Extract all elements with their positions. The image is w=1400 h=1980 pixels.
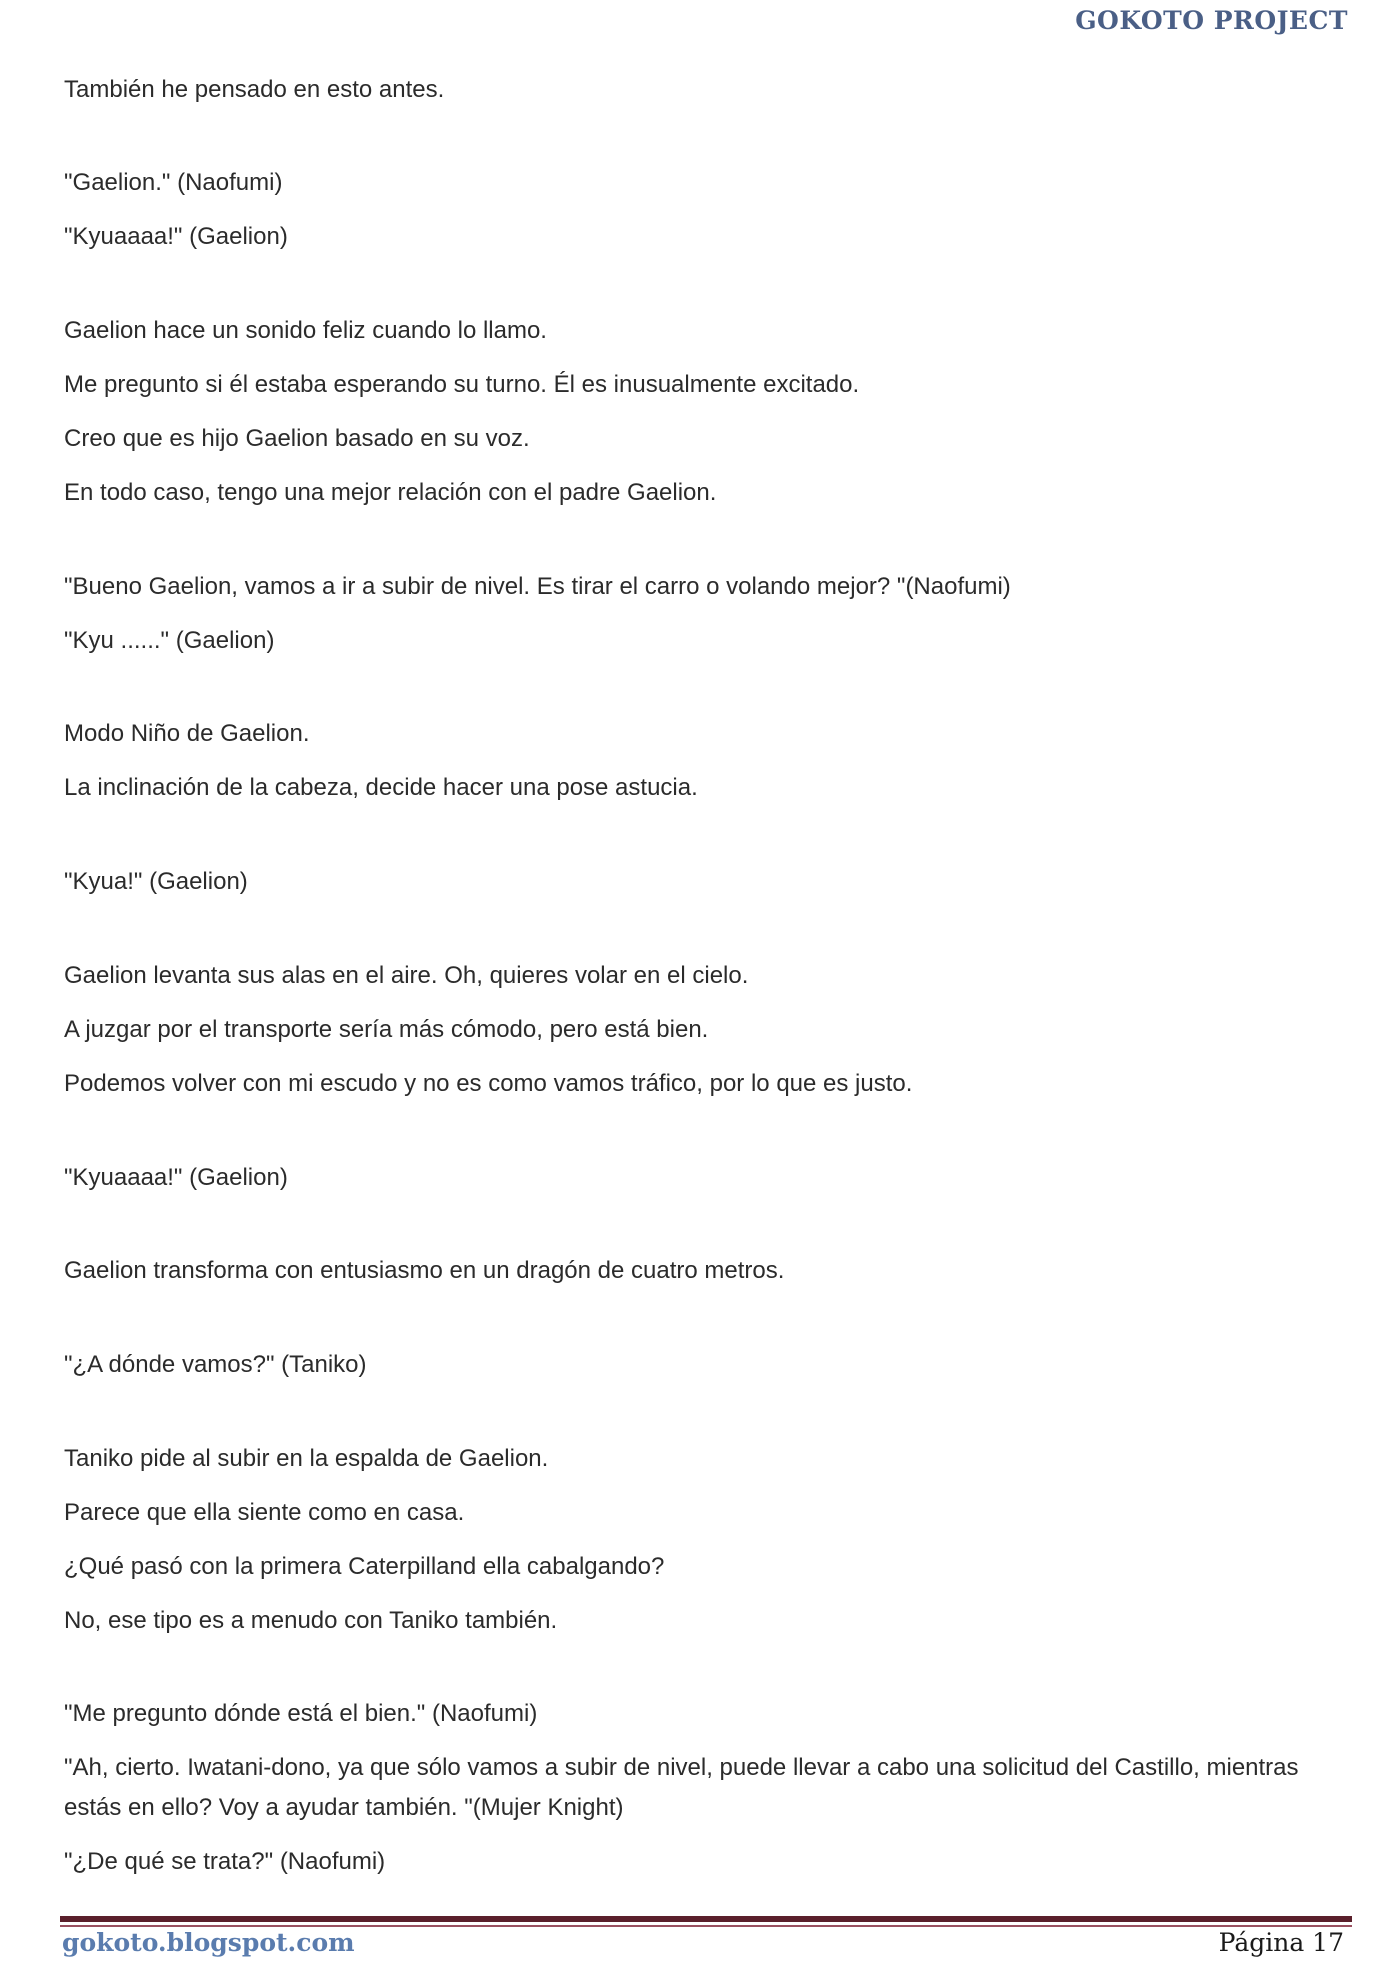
paragraph: Gaelion levanta sus alas en el aire. Oh, quieres volar en el cielo.: [64, 962, 749, 989]
paragraph: estás en ello? Voy a ayudar también. "(Mujer Knight): [64, 1794, 624, 1821]
paragraph: También he pensado en esto antes.: [64, 76, 445, 103]
paragraph: Gaelion hace un sonido feliz cuando lo llamo.: [64, 317, 547, 344]
paragraph: "Me pregunto dónde está el bien." (Naofumi): [64, 1700, 538, 1727]
paragraph: La inclinación de la cabeza, decide hacer una pose astucia.: [64, 774, 698, 801]
paragraph: En todo caso, tengo una mejor relación con el padre Gaelion.: [64, 479, 717, 506]
brand-header: GOKOTO PROJECT: [1075, 6, 1348, 35]
paragraph: Podemos volver con mi escudo y no es como vamos tráfico, por lo que es justo.: [64, 1070, 913, 1097]
paragraph: "Bueno Gaelion, vamos a ir a subir de nivel. Es tirar el carro o volando mejor? "(Naofumi): [64, 573, 1011, 600]
footer-rule: [60, 1916, 1352, 1922]
paragraph: "Kyua!" (Gaelion): [64, 868, 248, 895]
paragraph: "Kyuaaaa!" (Gaelion): [64, 1164, 288, 1191]
paragraph: "Kyuaaaa!" (Gaelion): [64, 223, 288, 250]
paragraph: Modo Niño de Gaelion.: [64, 720, 310, 747]
paragraph: Gaelion transforma con entusiasmo en un dragón de cuatro metros.: [64, 1257, 785, 1284]
paragraph: "Gaelion." (Naofumi): [64, 169, 283, 196]
footer-site-link[interactable]: gokoto.blogspot.com: [62, 1928, 355, 1957]
paragraph: Taniko pide al subir en la espalda de Gaelion.: [64, 1445, 549, 1472]
paragraph: A juzgar por el transporte sería más cómodo, pero está bien.: [64, 1016, 709, 1043]
paragraph: "¿A dónde vamos?" (Taniko): [64, 1351, 367, 1378]
paragraph: Parece que ella siente como en casa.: [64, 1499, 465, 1526]
paragraph: Me pregunto si él estaba esperando su turno. Él es inusualmente excitado.: [64, 371, 860, 398]
footer-rule-thin: [60, 1925, 1352, 1927]
paragraph: "Kyu ......" (Gaelion): [64, 627, 275, 654]
paragraph: "¿De qué se trata?" (Naofumi): [64, 1848, 386, 1875]
page-number: Página 17: [1218, 1928, 1344, 1957]
paragraph: No, ese tipo es a menudo con Taniko también.: [64, 1607, 558, 1634]
paragraph: Creo que es hijo Gaelion basado en su voz.: [64, 425, 530, 452]
paragraph: "Ah, cierto. Iwatani-dono, ya que sólo vamos a subir de nivel, puede llevar a cabo una solicitud del Castillo, mientras: [64, 1754, 1299, 1781]
paragraph: ¿Qué pasó con la primera Caterpilland ella cabalgando?: [64, 1553, 665, 1580]
